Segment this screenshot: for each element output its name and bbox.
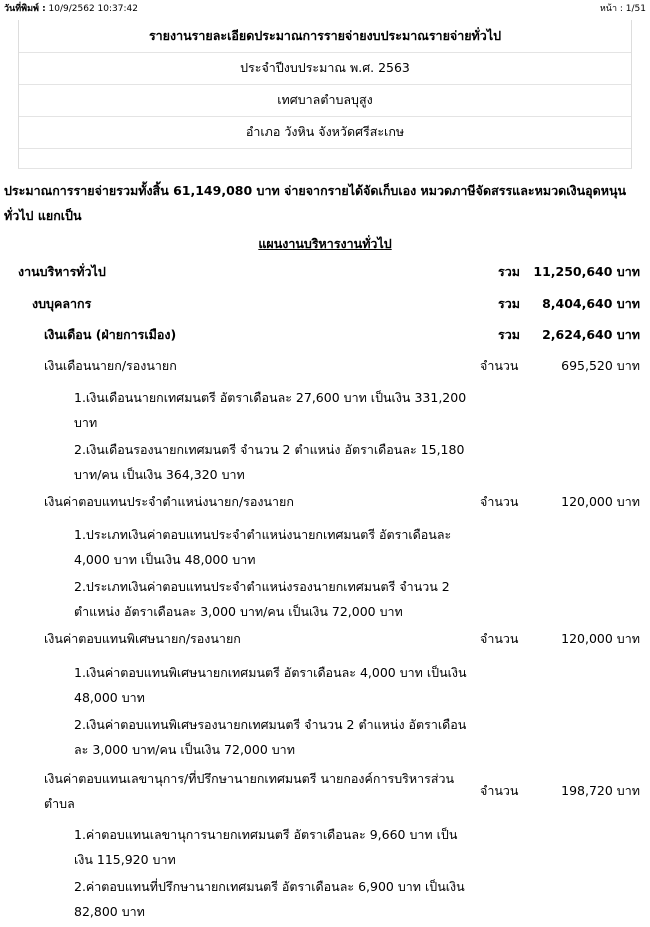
item-tag: จำนวน	[480, 783, 519, 798]
budget-summary: ประมาณการรายจ่ายรวมทั้งสิ้น 61,149,080 บาท จ่ายจากรายได้จัดเก็บเอง หมวดภาษีจัดสรรและหมวดเงินอุดหนุนทั่วไป แยกเป็น	[4, 183, 627, 223]
item-amount: 120,000 บาท	[561, 631, 640, 646]
item-label: เงินค่าตอบแทนประจำตำแหน่งนายก/รองนายก	[44, 494, 294, 509]
item-amount: 120,000 บาท	[561, 494, 640, 509]
item-label: เงินค่าตอบแทนเลขานุการ/ที่ปรึกษานายกเทศมนตรี นายกองค์การบริหารส่วนตำบล	[44, 771, 455, 811]
item-tag: จำนวน	[480, 631, 519, 646]
item-detail: 1.ประเภทเงินค่าตอบแทนประจำตำแหน่งนายกเทศมนตรี อัตราเดือนละ 4,000 บาท เป็นเงิน 48,000 บาท	[74, 527, 452, 567]
plan-title: แผนงานบริหารงานทั่วไป	[258, 236, 392, 251]
item-label: เงินค่าตอบแทนพิเศษนายก/รองนายก	[44, 631, 241, 646]
total-tag: รวม	[498, 296, 520, 311]
item-detail: 2.เงินเดือนรองนายกเทศมนตรี จำนวน 2 ตำแหน่ง อัตราเดือนละ 15,180 บาท/คน เป็นเงิน 364,320 บาท	[74, 442, 465, 482]
item-detail: 1.ค่าตอบแทนเลขานุการนายกเทศมนตรี อัตราเดือนละ 9,660 บาท เป็นเงิน 115,920 บาท	[74, 827, 458, 867]
total-tag: รวม	[498, 327, 520, 342]
item-detail: 1.เงินเดือนนายกเทศมนตรี อัตราเดือนละ 27,600 บาท เป็นเงิน 331,200 บาท	[74, 390, 467, 430]
total-tag: รวม	[498, 264, 520, 279]
print-date-label: วันที่พิมพ์ :	[4, 4, 46, 14]
title-spacer	[18, 148, 632, 169]
item-detail: 2.ค่าตอบแทนที่ปรึกษานายกเทศมนตรี อัตราเดือนละ 6,900 บาท เป็นเงิน 82,800 บาท	[74, 879, 465, 919]
print-date-value: 10/9/2562 10:37:42	[48, 4, 138, 14]
municipality-title: เทศบาลตำบลบุสูง	[18, 84, 632, 117]
print-date-header	[4, 4, 138, 15]
page-number-header	[600, 4, 646, 15]
item-detail: 2.ประเภทเงินค่าตอบแทนประจำตำแหน่งรองนายกเทศมนตรี จำนวน 2 ตำแหน่ง อัตราเดือนละ 3,000 บาท/คน เป็นเงิน 72,000 บาท	[74, 579, 450, 619]
report-title: รายงานรายละเอียดประมาณการรายจ่ายงบประมาณรายจ่ายทั่วไป	[18, 20, 632, 53]
total-amount: 8,404,640 บาท	[542, 296, 640, 311]
item-detail: 1.เงินค่าตอบแทนพิเศษนายกเทศมนตรี อัตราเดือนละ 4,000 บาท เป็นเงิน 48,000 บาท	[74, 665, 467, 705]
total-label: งานบริหารทั่วไป	[18, 264, 106, 279]
total-label: งบบุคลากร	[32, 296, 92, 311]
item-tag: จำนวน	[480, 494, 519, 509]
total-label: เงินเดือน (ฝ่ายการเมือง)	[44, 327, 177, 342]
page-label: หน้า :	[599, 4, 623, 14]
page-value: 1/51	[625, 4, 646, 14]
total-amount: 11,250,640 บาท	[533, 264, 640, 279]
item-tag: จำนวน	[480, 358, 519, 373]
fiscal-year-title: ประจำปีงบประมาณ พ.ศ. 2563	[18, 52, 632, 85]
item-label: เงินเดือนนายก/รองนายก	[44, 358, 177, 373]
item-amount: 198,720 บาท	[561, 783, 640, 798]
item-amount: 695,520 บาท	[561, 358, 640, 373]
total-amount: 2,624,640 บาท	[542, 327, 640, 342]
district-title: อำเภอ วังหิน จังหวัดศรีสะเกษ	[18, 116, 632, 149]
item-detail: 2.เงินค่าตอบแทนพิเศษรองนายกเทศมนตรี จำนวน 2 ตำแหน่ง อัตราเดือนละ 3,000 บาท/คน เป็นเงิน 72,000 บาท	[74, 717, 467, 757]
